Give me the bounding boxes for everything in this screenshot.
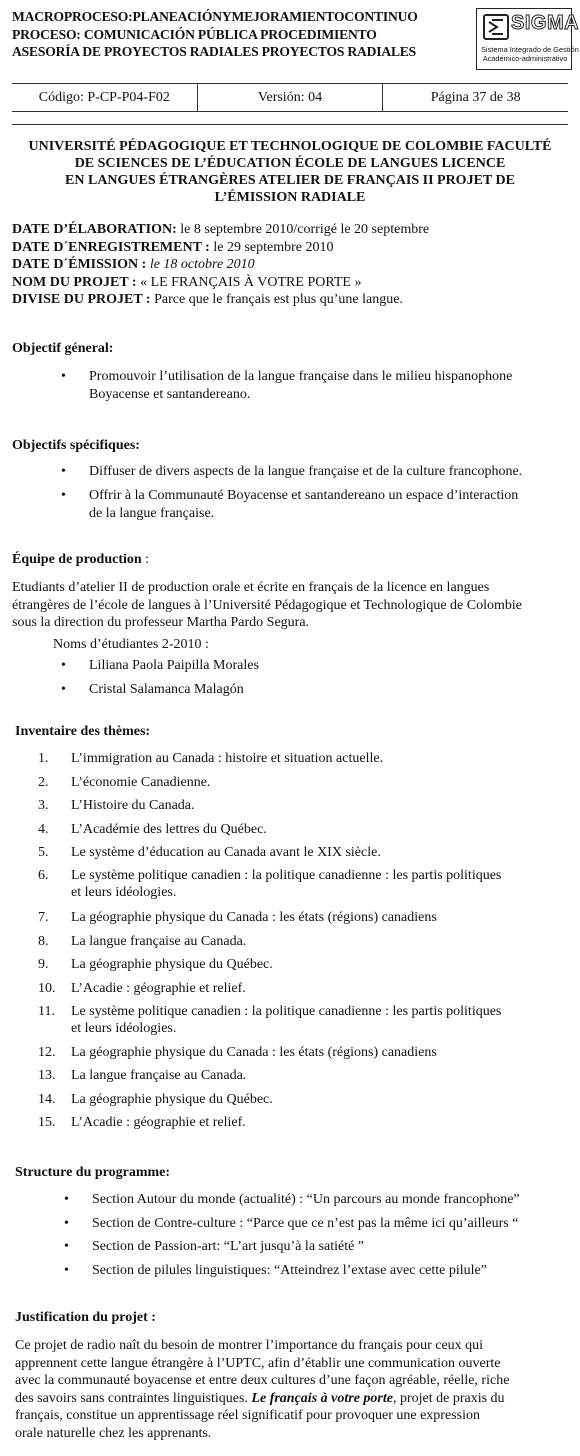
theme-number: 7. — [38, 910, 49, 925]
equipe-heading-colon: : — [141, 552, 150, 567]
structure-item — [64, 1191, 520, 1209]
document-title — [12, 138, 568, 206]
theme-item — [38, 821, 578, 838]
structure-item — [64, 1238, 365, 1256]
structure-heading: Structure du programme: — [15, 1165, 171, 1180]
theme-number: 1. — [38, 751, 49, 766]
header-line-asesoria: ASESORÍA DE PROYECTOS RADIALES PROYECTOS RADIALES — [12, 44, 417, 59]
date-enregistrement-label: DATE D´ENREGISTREMENT : — [12, 239, 210, 255]
justification-text: , projet de praxis du — [392, 1390, 505, 1406]
document-code-bar — [12, 84, 568, 112]
theme-text: L’Acadie : géographie et relief. — [71, 1115, 246, 1130]
theme-number: 10. — [38, 981, 56, 996]
date-elaboration-label: DATE D’ÉLABORATION: — [12, 222, 177, 237]
theme-item — [38, 980, 578, 997]
objectif-specifique-item — [61, 463, 569, 481]
date-emission — [12, 256, 568, 274]
date-elaboration — [12, 221, 568, 239]
bullet-icon: • — [61, 682, 66, 697]
justification-paragraph — [15, 1337, 568, 1442]
equipe-description — [12, 579, 568, 632]
justification-heading: Justification du projet : — [15, 1310, 156, 1325]
objectif-general-line: Promouvoir l’utilisation de la langue française dans le milieu hispanophone — [89, 369, 513, 384]
sigma-logo — [476, 8, 580, 70]
objectif-general-heading: Objectif géneral: — [12, 341, 114, 356]
project-name-label: NOM DU PROJET : — [12, 274, 137, 290]
bullet-icon: • — [64, 1263, 69, 1278]
justification-text: des savoirs sans contraintes linguistiques. — [15, 1390, 252, 1406]
student-item — [61, 681, 244, 699]
project-metadata — [12, 221, 568, 309]
bullet-icon: • — [61, 658, 66, 673]
theme-text: L’économie Canadienne. — [71, 775, 211, 790]
theme-number: 9. — [38, 957, 49, 972]
date-elaboration-value: le 8 septembre 2010/corrigé le 20 septembre — [176, 222, 430, 237]
theme-text: L’Histoire du Canada. — [71, 798, 195, 813]
objectifs-specifiques-heading: Objectifs spécifiques: — [12, 438, 140, 453]
date-enregistrement — [12, 239, 568, 257]
theme-text: La langue française au Canada. — [71, 1068, 247, 1083]
theme-item — [38, 844, 578, 861]
bullet-icon: • — [61, 464, 66, 479]
theme-item — [38, 956, 578, 973]
theme-item — [38, 774, 578, 791]
objectif-specifique-line: Offrir à la Communauté Boyacense et santandereano un espace d’interaction — [89, 488, 519, 503]
header-process-text — [12, 8, 460, 61]
student-name: Cristal Salamanca Malagón — [89, 682, 244, 697]
equipe-heading-text: Équipe de production — [12, 552, 142, 567]
title-line: EN LANGUES ÉTRANGÈRES ATELIER DE FRANÇAIS II PROJET DE — [65, 173, 515, 188]
theme-item — [38, 867, 578, 901]
justification-line: français, constitue un apprentissage réel significatif pour provoquer une expression — [15, 1408, 480, 1423]
structure-item-text: Section Autour du monde (actualité) : “Un parcours au monde francophone” — [92, 1192, 520, 1207]
sigma-subtitle-line1: Sistema Integrado de Gestión — [481, 45, 579, 54]
theme-number: 13. — [38, 1068, 56, 1083]
theme-item — [38, 1067, 578, 1084]
theme-text: La géographie physique du Canada : les états (régions) canadiens — [71, 1045, 437, 1060]
project-motto-label: DIVISE DU PROJET : — [12, 292, 151, 307]
theme-text: La langue française au Canada. — [71, 934, 247, 949]
theme-item — [38, 909, 578, 926]
theme-number: 2. — [38, 775, 49, 790]
structure-item — [64, 1215, 519, 1233]
justification-line: avec la communauté boyacense et entre deux cultures d’une façon agréable, réelle, riche — [15, 1373, 510, 1388]
theme-text-continued: et leurs idéologies. — [71, 885, 177, 900]
header-line-proceso: PROCESO: COMUNICACIÓN PÚBLICA PROCEDIMIENTO — [12, 26, 377, 42]
theme-number: 5. — [38, 845, 49, 860]
project-title-emphasis: Le français à votre porte — [251, 1390, 393, 1406]
noms-etudiantes-label: Noms d’étudiantes 2-2010 : — [53, 637, 209, 652]
structure-item-text: Section de Passion-art: “L’art jusqu’à la satiété ” — [92, 1239, 365, 1254]
theme-text: Le système politique canadien : la politique canadienne : les partis politiques — [71, 1004, 502, 1019]
equipe-line: sous la direction du professeur Martha Pardo Segura. — [12, 615, 310, 630]
sigma-logo-subtitle — [481, 45, 579, 63]
justification-line — [15, 1390, 568, 1408]
header-line-macroproceso: MACROPROCESO:PLANEACIÓNYMEJORAMIENTOCONTINUO — [12, 9, 418, 24]
bullet-icon: • — [64, 1216, 69, 1231]
document-code: Código: P-CP-P04-F02 — [38, 89, 170, 105]
objectif-general-item — [61, 368, 569, 404]
date-emission-value: le 18 octobre 2010 — [146, 257, 255, 272]
theme-item — [38, 1091, 578, 1108]
equipe-line: étrangères de l’école de langues à l’Université Pédagogique et Technologique de Colombie — [12, 597, 522, 613]
theme-number: 6. — [38, 868, 49, 883]
structure-item-text: Section de Contre-culture : “Parce que ce n’est pas la même ici qu’ailleurs “ — [92, 1216, 519, 1231]
codebar-divider — [12, 124, 568, 125]
theme-text: L’Académie des lettres du Québec. — [71, 822, 267, 837]
document-version: Versión: 04 — [197, 84, 383, 111]
document-header — [12, 6, 580, 74]
bullet-icon: • — [61, 488, 66, 503]
theme-number: 3. — [38, 798, 49, 813]
structure-item — [64, 1262, 487, 1280]
objectif-specifique-text: Diffuser de divers aspects de la langue française et de la culture francophone. — [89, 464, 523, 479]
project-motto-value: Parce que le français est plus qu’une langue. — [150, 292, 403, 307]
document-page-number: Página 37 de 38 — [382, 84, 568, 111]
theme-item — [38, 933, 578, 950]
theme-text: La géographie physique du Québec. — [71, 1092, 273, 1107]
theme-text: L’immigration au Canada : histoire et situation actuelle. — [71, 751, 384, 766]
student-name: Liliana Paola Paipilla Morales — [89, 658, 259, 673]
theme-number: 8. — [38, 934, 49, 949]
theme-item — [38, 797, 578, 814]
theme-item — [38, 1003, 578, 1037]
theme-text-continued: et leurs idéologies. — [71, 1021, 177, 1036]
date-emission-label: DATE D´ÉMISSION : — [12, 257, 147, 272]
student-item — [61, 657, 259, 675]
justification-line: Ce projet de radio naît du besoin de montrer l’importance du français pour ceux qui — [15, 1338, 484, 1353]
theme-item — [38, 1114, 578, 1131]
project-motto — [12, 291, 568, 309]
sigma-logo-word: SIGMA — [511, 12, 580, 34]
theme-text: L’Acadie : géographie et relief. — [71, 981, 246, 996]
sigma-mark-icon — [483, 14, 509, 40]
inventaire-heading: Inventaire des thèmes: — [15, 724, 151, 739]
theme-text: Le système d’éducation au Canada avant le XIX siècle. — [71, 845, 381, 860]
objectif-specifique-line: de la langue française. — [89, 506, 215, 521]
theme-text: La géographie physique du Québec. — [71, 957, 273, 972]
project-name — [12, 274, 568, 292]
theme-text: La géographie physique du Canada : les états (régions) canadiens — [71, 910, 437, 925]
justification-line: apprennent cette langue étrangère à l’UPTC, afin d’établir une communication ouverte — [15, 1355, 501, 1371]
theme-number: 12. — [38, 1045, 56, 1060]
theme-item — [38, 750, 578, 767]
equipe-line: Etudiants d’atelier II de production orale et écrite en français de la licence en langues — [12, 580, 490, 595]
title-line: UNIVERSITÉ PÉDAGOGIQUE ET TECHNOLOGIQUE DE COLOMBIE FACULTÉ — [28, 139, 552, 154]
theme-item — [38, 1044, 578, 1061]
theme-number: 4. — [38, 822, 49, 837]
equipe-heading — [12, 552, 149, 568]
theme-number: 11. — [38, 1004, 55, 1019]
theme-number: 14. — [38, 1092, 56, 1107]
date-enregistrement-value: le 29 septembre 2010 — [209, 239, 334, 255]
theme-text: Le système politique canadien : la politique canadienne : les partis politiques — [71, 868, 502, 883]
justification-line: orale naturelle chez les apprenants. — [15, 1425, 212, 1441]
title-line: DE SCIENCES DE L’ÉDUCATION ÉCOLE DE LANGUES LICENCE — [74, 156, 506, 171]
objectif-general-line: Boyacense et santandereano. — [89, 387, 251, 402]
sigma-subtitle-line2: Académico-administrativo — [482, 54, 568, 63]
theme-number: 15. — [38, 1115, 56, 1130]
structure-item-text: Section de pilules linguistiques: “Atteindrez l’extase avec cette pilule” — [92, 1263, 487, 1278]
bullet-icon: • — [64, 1192, 69, 1207]
bullet-icon: • — [61, 369, 66, 384]
objectif-specifique-item — [61, 487, 569, 523]
project-name-value: « LE FRANÇAIS À VOTRE PORTE » — [136, 274, 362, 290]
title-line: L’ÉMISSION RADIALE — [214, 190, 366, 205]
bullet-icon: • — [64, 1239, 69, 1254]
